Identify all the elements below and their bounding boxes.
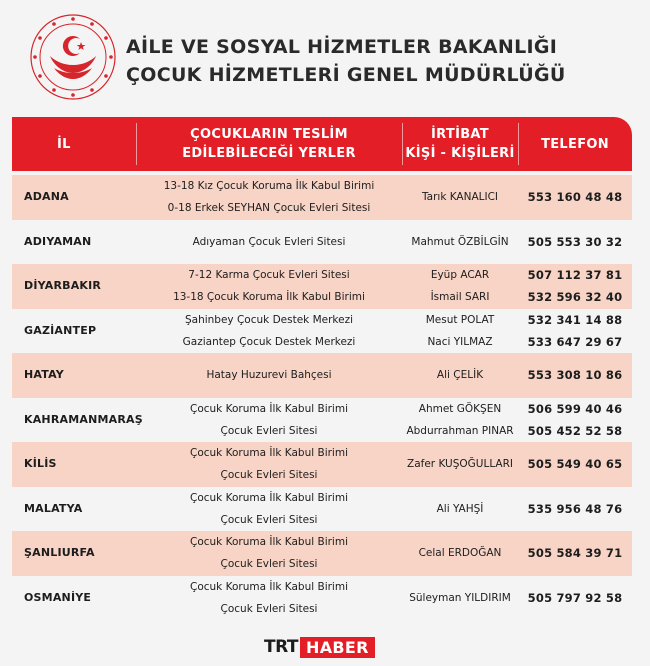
contact-cell: [402, 542, 518, 564]
contact-cell-line: Ali ÇELİK: [436, 369, 484, 382]
contact-cell-line: İsmail SARI: [430, 291, 490, 304]
place-cell-line: Çocuk Evleri Sitesi: [220, 602, 318, 615]
phone-cell-line: 532 341 14 88: [527, 312, 623, 327]
place-cell-line: Çocuk Koruma İlk Kabul Birimi: [189, 536, 348, 549]
phone-cell-line: 505 452 52 58: [527, 423, 623, 438]
place-cell: [136, 487, 402, 531]
province-cell: OSMANİYE: [24, 590, 92, 604]
table-row: [12, 398, 632, 443]
province-cell: ADIYAMAN: [24, 234, 92, 248]
phone-cell-line: 532 596 32 40: [527, 290, 623, 305]
contact-cell: [402, 498, 518, 520]
phone-cell-line: 533 647 29 67: [527, 334, 623, 349]
place-cell: [136, 264, 402, 308]
ministry-logo: [28, 12, 118, 102]
contact-cell-line: Süleyman YILDIRIM: [409, 591, 511, 604]
haber-wordmark: HABER: [300, 637, 375, 658]
table-row: [12, 487, 632, 532]
contact-table: [12, 117, 632, 620]
table-row: [12, 220, 632, 265]
phone-cell-line: 505 549 40 65: [527, 457, 623, 472]
contact-cell: [402, 264, 518, 308]
place-cell-line: Adıyaman Çocuk Evleri Sitesi: [192, 235, 346, 248]
contact-cell-line: Naci YILMAZ: [427, 335, 493, 348]
province-cell: KİLİS: [24, 457, 57, 471]
contact-cell-line: Ali YAHŞİ: [436, 502, 484, 515]
table-row: [12, 309, 632, 354]
place-cell: [136, 398, 402, 442]
phone-cell: [518, 453, 632, 475]
contact-cell: [402, 587, 518, 609]
phone-cell: [518, 398, 632, 442]
phone-cell: [518, 231, 632, 253]
place-cell-line: Çocuk Evleri Sitesi: [220, 424, 318, 437]
province-cell: GAZİANTEP: [24, 323, 97, 337]
contact-cell: [402, 186, 518, 208]
place-cell: [136, 175, 402, 219]
phone-cell: [518, 186, 632, 208]
phone-cell-line: 507 112 37 81: [527, 268, 623, 283]
province-cell: KAHRAMANMARAŞ: [24, 412, 143, 426]
place-cell-line: Çocuk Evleri Sitesi: [220, 558, 318, 571]
phone-cell-line: 553 308 10 86: [527, 368, 623, 383]
province-cell: HATAY: [24, 368, 64, 382]
place-cell-line: Çocuk Koruma İlk Kabul Birimi: [189, 447, 348, 460]
place-cell-line: 0-18 Erkek SEYHAN Çocuk Evleri Sitesi: [167, 202, 371, 215]
contact-cell-line: Eyüp ACAR: [430, 269, 490, 282]
place-cell-line: Çocuk Evleri Sitesi: [220, 513, 318, 526]
phone-cell-line: 505 584 39 71: [527, 546, 623, 561]
contact-cell-line: Mesut POLAT: [425, 313, 495, 326]
contact-cell: [402, 364, 518, 386]
phone-cell: [518, 498, 632, 520]
place-cell-line: Çocuk Evleri Sitesi: [220, 469, 318, 482]
place-cell-line: Şahinbey Çocuk Destek Merkezi: [184, 313, 354, 326]
place-cell: [136, 231, 402, 253]
place-cell: [136, 309, 402, 353]
contact-cell: [402, 453, 518, 475]
header-titles: [126, 33, 646, 89]
phone-cell-line: 535 956 48 76: [527, 501, 623, 516]
place-cell-line: Çocuk Koruma İlk Kabul Birimi: [189, 491, 348, 504]
phone-cell: [518, 542, 632, 564]
province-cell: DİYARBAKIR: [24, 279, 102, 293]
header-phone: TELEFON: [518, 117, 632, 171]
contact-cell-line: Ahmet GÖKŞEN: [418, 402, 502, 415]
table-row: [12, 442, 632, 487]
contact-cell: [402, 231, 518, 253]
table-body: [12, 175, 632, 620]
place-cell-line: 13-18 Çocuk Koruma İlk Kabul Birimi: [173, 291, 365, 304]
contact-cell: [402, 309, 518, 353]
contact-cell-line: Tarık KANALICI: [421, 191, 499, 204]
table-row: [12, 264, 632, 309]
phone-cell: [518, 309, 632, 353]
contact-cell-line: Mahmut ÖZBİLGİN: [411, 235, 509, 248]
province-cell: MALATYA: [24, 501, 83, 515]
table-header: [12, 117, 632, 171]
phone-cell-line: 506 599 40 46: [527, 401, 623, 416]
phone-cell-line: 505 553 30 32: [527, 234, 623, 249]
phone-cell-line: 553 160 48 48: [527, 190, 623, 205]
contact-cell-line: Zafer KUŞOĞULLARI: [407, 458, 513, 471]
header: [0, 0, 650, 112]
place-cell-line: Çocuk Koruma İlk Kabul Birimi: [189, 402, 348, 415]
place-cell-line: Hatay Huzurevi Bahçesi: [206, 369, 332, 382]
place-cell: [136, 531, 402, 575]
place-cell-line: 7-12 Karma Çocuk Evleri Sitesi: [188, 269, 350, 282]
province-cell: ŞANLIURFA: [24, 546, 95, 560]
province-cell: ADANA: [24, 190, 69, 204]
place-cell-line: 13-18 Kız Çocuk Koruma İlk Kabul Birimi: [163, 180, 375, 193]
contact-cell-line: Abdurrahman PINAR: [406, 424, 514, 437]
phone-cell: [518, 264, 632, 308]
place-cell-line: Çocuk Koruma İlk Kabul Birimi: [189, 580, 348, 593]
place-cell: [136, 364, 402, 386]
place-cell: [136, 442, 402, 486]
ministry-title: AİLE VE SOSYAL HİZMETLER BAKANLIĞI: [126, 36, 558, 58]
table-row: [12, 531, 632, 576]
contact-cell-line: Celal ERDOĞAN: [418, 547, 502, 560]
phone-cell: [518, 587, 632, 609]
place-cell-line: Gaziantep Çocuk Destek Merkezi: [182, 335, 356, 348]
table-row: [12, 175, 632, 220]
header-contact: İRTİBAT KİŞİ - KİŞİLERİ: [402, 117, 518, 171]
phone-cell: [518, 364, 632, 386]
table-row: [12, 353, 632, 398]
directorate-title: ÇOCUK HİZMETLERİ GENEL MÜDÜRLÜĞÜ: [126, 64, 566, 86]
place-cell: [136, 576, 402, 620]
table-row: [12, 576, 632, 621]
header-il: İL: [57, 136, 71, 152]
phone-cell-line: 505 797 92 58: [527, 590, 623, 605]
header-places: ÇOCUKLARIN TESLİM EDİLEBİLECEĞİ YERLER: [136, 117, 402, 171]
trt-haber-logo: [264, 634, 375, 660]
trt-wordmark: TRT: [264, 637, 299, 657]
contact-cell: [402, 398, 518, 442]
